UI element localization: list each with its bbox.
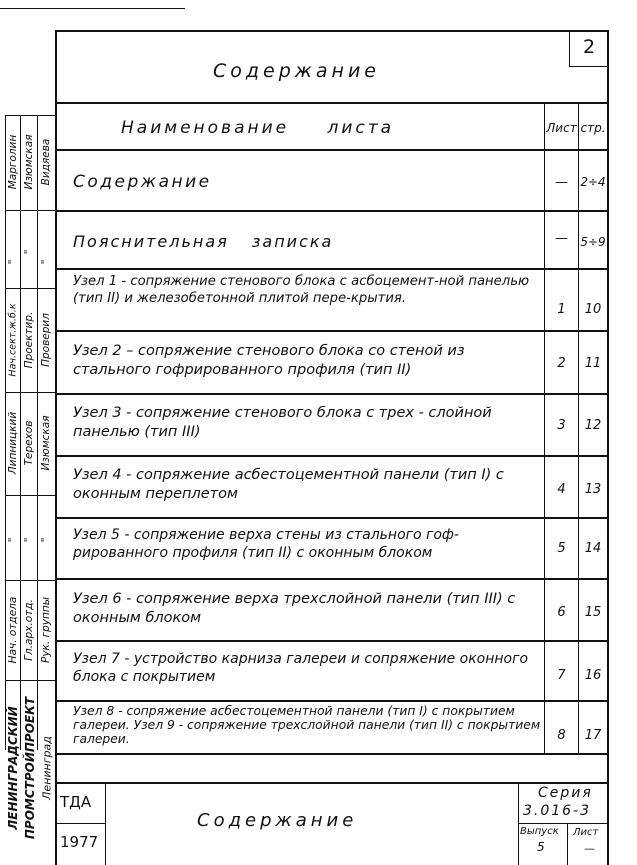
signer-name: Терехов xyxy=(22,420,35,466)
side-sep xyxy=(5,210,55,211)
row-pages: 14 xyxy=(584,541,602,556)
row-text: Пояснительная записка xyxy=(73,232,334,251)
ditto-mark: " xyxy=(6,259,19,265)
row-text: Узел 4 - сопряжение асбестоцементной панели (тип I) с оконным переплетом xyxy=(73,467,504,502)
row-text: Узел 8 - сопряжение асбестоцементной панели (тип I) с покрытием галереи. Узел 9 - сопряжение трехслойной панели (тип II) с покрытием галереи. xyxy=(73,704,541,747)
row-text: Узел 2 – сопряжение стенового блока со стеной из стального гофрированного профиля (тип II) xyxy=(73,343,465,378)
issue-label: Выпуск xyxy=(520,826,559,837)
stamp-tda: ТДА xyxy=(60,793,92,811)
row-pages: 12 xyxy=(584,418,602,433)
row-text: Узел 6 - сопряжение верха трехслойной панели (тип III) с оконным блоком xyxy=(73,591,516,626)
side-sep xyxy=(5,392,55,393)
row-list: — xyxy=(555,231,568,246)
stamp-top xyxy=(55,782,609,784)
org-city: Ленинград xyxy=(40,736,54,800)
stamp-tda-divider xyxy=(105,782,106,865)
signer-role: Проверил xyxy=(39,313,52,367)
frame-left xyxy=(55,30,57,865)
row-list: 2 xyxy=(557,356,566,371)
ditto-mark: " xyxy=(6,537,19,543)
sheet-value: — xyxy=(584,842,595,855)
signer-name: Изюмская xyxy=(22,134,35,190)
row-text: Содержание xyxy=(73,172,212,192)
header-page-col: стр. xyxy=(580,121,606,135)
signer-name: Видяева xyxy=(39,138,52,186)
stamp-tda-mid xyxy=(55,823,105,824)
row-sep xyxy=(55,210,609,212)
page-title: Содержание xyxy=(213,60,380,82)
side-sep xyxy=(5,288,55,289)
signer-role: Нач.сект.ж.б.к xyxy=(7,303,19,377)
row-pages: 10 xyxy=(584,302,602,317)
row-text: Узел 3 - сопряжение стенового блока с трех - слойной панелью (тип III) xyxy=(73,405,492,440)
side-sep xyxy=(5,680,55,681)
top-edge-line xyxy=(0,8,185,9)
signer-name: Марголин xyxy=(6,134,19,190)
row-sep xyxy=(55,268,609,270)
ditto-mark: " xyxy=(39,537,52,543)
ditto-mark: " xyxy=(22,537,35,543)
row-sep xyxy=(55,517,609,519)
side-sep xyxy=(5,580,55,581)
row-pages: 13 xyxy=(584,482,602,497)
row-pages: 5÷9 xyxy=(580,235,606,249)
row-pages: 2÷4 xyxy=(580,175,606,189)
sheet-box-bottom xyxy=(569,66,609,67)
signer-name: Липницкий xyxy=(6,411,19,475)
side-top xyxy=(5,115,55,116)
row-list: 4 xyxy=(557,482,566,497)
stamp-title: Содержание xyxy=(197,810,358,831)
signer-role: Проектир. xyxy=(22,311,35,369)
row-list: — xyxy=(555,175,568,190)
row-list: 7 xyxy=(557,668,566,683)
row-pages: 16 xyxy=(584,668,602,683)
row-list: 1 xyxy=(557,302,566,317)
row-pages: 11 xyxy=(584,356,602,371)
frame-right xyxy=(607,30,609,865)
row-text: Узел 5 - сопряжение верха стены из стального гоф-рированного профиля (тип II) с оконным блоком xyxy=(73,527,459,561)
row-sep xyxy=(55,330,609,332)
sheet-label: Лист xyxy=(573,827,599,838)
series-value: 3.016-3 xyxy=(523,803,592,819)
org-name-line1: ЛЕНИНГРАДСКИЙ xyxy=(6,706,20,830)
row-list: 6 xyxy=(557,605,566,620)
row-sep xyxy=(55,700,609,702)
signer-role: Гл.арх.отд. xyxy=(22,599,35,661)
row-list: 3 xyxy=(557,418,566,433)
ditto-mark: " xyxy=(22,249,35,255)
signer-role: Рук. группы xyxy=(39,597,52,663)
issue-value: 5 xyxy=(537,840,545,854)
row-list: 5 xyxy=(557,541,566,556)
series-label: Серия xyxy=(538,785,593,801)
signer-name: Изюмская xyxy=(39,415,52,471)
header-name-col: Наименование листа xyxy=(121,118,395,138)
row-pages: 15 xyxy=(584,605,602,620)
row-sep xyxy=(55,393,609,395)
stamp-issue-divider xyxy=(567,823,568,865)
row-sep xyxy=(55,455,609,457)
header-bottom xyxy=(55,149,609,151)
stamp-year: 1977 xyxy=(60,833,99,851)
row-sep xyxy=(55,578,609,580)
row-sep xyxy=(55,640,609,642)
title-underline xyxy=(55,102,609,104)
frame-top xyxy=(55,30,609,32)
row-sep xyxy=(55,753,609,755)
row-list: 8 xyxy=(557,728,566,743)
header-list-col: Лист xyxy=(546,121,577,135)
row-pages: 17 xyxy=(584,728,602,743)
ditto-mark: " xyxy=(39,259,52,265)
stamp-right-mid xyxy=(518,823,609,824)
row-text: Узел 1 - сопряжение стенового блока с асбоцемент-ной панелью (тип II) и железобетонной плитой пере-крытия. xyxy=(73,274,530,306)
org-name-line2: ПРОМСТРОЙПРОЕКТ xyxy=(23,696,37,840)
side-sep xyxy=(5,495,55,496)
sheet-number: 2 xyxy=(582,36,596,58)
signer-role: Нач. отдела xyxy=(6,596,19,664)
row-text: Узел 7 - устройство карниза галереи и сопряжение оконного блока с покрытием xyxy=(73,651,529,685)
